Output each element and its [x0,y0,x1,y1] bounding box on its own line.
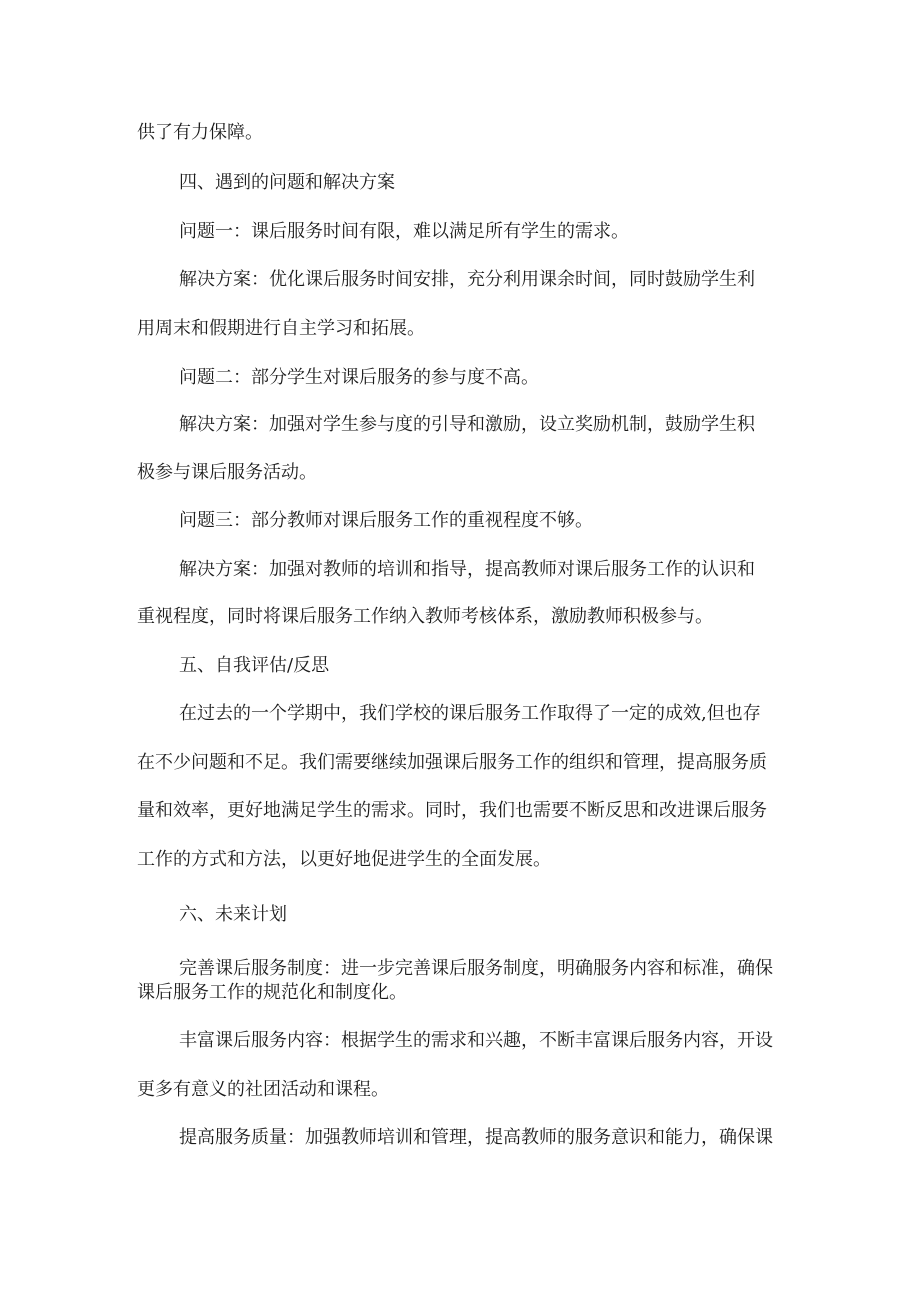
text-line: 解决方案：加强对教师的培训和指导，提高教师对课后服务工作的认识和 [179,559,755,580]
text-line: 用周末和假期进行自主学习和拓展。 [137,318,425,339]
text-line: 丰富课后服务内容：根据学生的需求和兴趣，不断丰富课后服务内容，开设 [179,1030,773,1051]
text-line: 问题三：部分教师对课后服务工作的重视程度不够。 [179,510,593,531]
text-line: 在过去的一个学期中，我们学校的课后服务工作取得了一定的成效,但也存 [179,703,761,724]
section-heading: 六、未来计划 [179,904,287,925]
text-line: 课后服务工作的规范化和制度化。 [137,982,407,1003]
text-line: 解决方案：优化课后服务时间安排，充分利用课余时间，同时鼓励学生利 [179,269,755,290]
text-line: 问题一：课后服务时间有限，难以满足所有学生的需求。 [179,221,629,242]
text-line: 问题二：部分学生对课后服务的参与度不高。 [179,367,539,388]
text-line: 提高服务质量：加强教师培训和管理，提高教师的服务意识和能力，确保课 [179,1127,773,1148]
text-line: 供了有力保障。 [137,122,263,143]
section-heading: 四、遇到的问题和解决方案 [179,172,395,193]
text-line: 解决方案：加强对学生参与度的引导和激励，设立奖励机制，鼓励学生积 [179,414,755,435]
text-line: 在不少问题和不足。我们需要继续加强课后服务工作的组织和管理，提高服务质 [137,752,767,773]
text-line: 工作的方式和方法，以更好地促进学生的全面发展。 [137,849,551,870]
text-line: 完善课后服务制度：进一步完善课后服务制度，明确服务内容和标准，确保 [179,958,773,979]
text-line: 极参与课后服务活动。 [137,462,317,483]
text-line: 更多有意义的社团活动和课程。 [137,1079,389,1100]
text-line: 量和效率，更好地满足学生的需求。同时，我们也需要不断反思和改进课后服务 [137,800,767,821]
section-heading: 五、自我评估/反思 [179,655,330,676]
text-line: 重视程度，同时将课后服务工作纳入教师考核体系，激励教师积极参与。 [137,606,713,627]
